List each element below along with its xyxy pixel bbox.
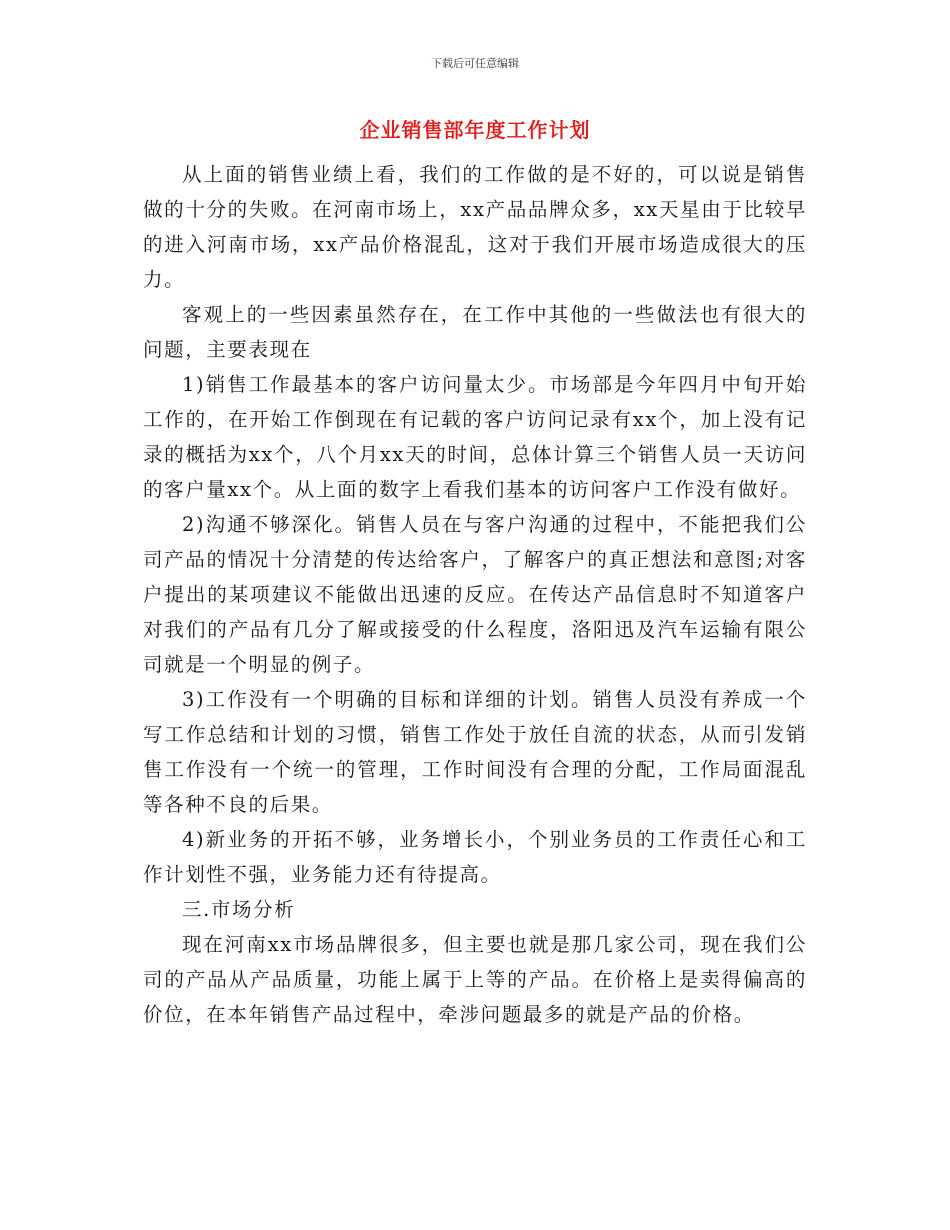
paragraph: 从上面的销售业绩上看，我们的工作做的是不好的，可以说是销售做的十分的失败。在河南市场上，xx产品品牌众多，xx天星由于比较早的进入河南市场，xx产品价格混乱，这对于我们开展市场造成很大的压力。 [143, 163, 807, 291]
paragraph: 4)新业务的开拓不够，业务增长小，个别业务员的工作责任心和工作计划性不强，业务能力还有待提高。 [143, 828, 807, 886]
paragraph: 3)工作没有一个明确的目标和详细的计划。销售人员没有养成一个写工作总结和计划的习惯，销售工作处于放任自流的状态，从而引发销售工作没有一个统一的管理，工作时间没有合理的分配，工作局面混乱等各种不良的后果。 [143, 688, 807, 816]
paragraph: 现在河南xx市场品牌很多，但主要也就是那几家公司，现在我们公司的产品从产品质量，功能上属于上等的产品。在价格上是卖得偏高的价位，在本年销售产品过程中，牵涉问题最多的就是产品的价格。 [143, 933, 807, 1026]
header-note: 下载后可任意编辑 [431, 57, 519, 70]
section-heading: 三.市场分析 [182, 898, 296, 921]
document-body [143, 157, 807, 1032]
paragraph: 2)沟通不够深化。销售人员在与客户沟通的过程中，不能把我们公司产品的情况十分清楚的传达给客户，了解客户的真正想法和意图;对客户提出的某项建议不能做出迅速的反应。在传达产品信息时不知道客户对我们的产品有几分了解或接受的什么程度，洛阳迅及汽车运输有限公司就是一个明显的例子。 [143, 513, 807, 676]
paragraph: 客观上的一些因素虽然存在，在工作中其他的一些做法也有很大的问题，主要表现在 [143, 303, 807, 361]
document-title: 企业销售部年度工作计划 [359, 118, 591, 142]
paragraph: 1)销售工作最基本的客户访问量太少。市场部是今年四月中旬开始工作的，在开始工作倒现在有记载的客户访问记录有xx个，加上没有记录的概括为xx个，八个月xx天的时间，总体计算三个销售人员一天访问的客户量xx个。从上面的数字上看我们基本的访问客户工作没有做好。 [143, 373, 807, 501]
